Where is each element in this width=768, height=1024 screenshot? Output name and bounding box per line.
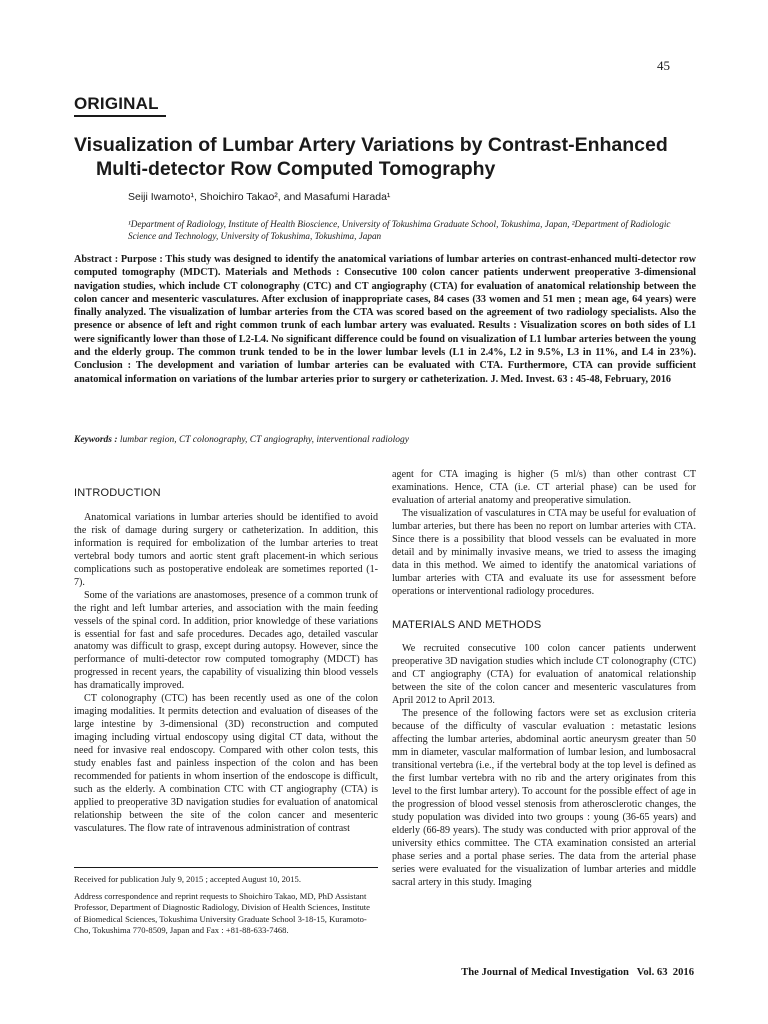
intro-paragraph: Some of the variations are anastomoses, presence of a common trunk of the right and left lumbar arteries, and association with the main feeding vessels of the spinal cord. In addition, prior knowledge of these variations is essential for fast and safe procedures. Decades ago, detailed vascular anatomy was difficult to grasp, except during autopsy. However, since the performance of multi-detector row computed tomography (MDCT) has progressed in recent years, the capability of visualizing thin blood vessels has dramatically improved. [74, 589, 378, 692]
abstract: Abstract : Purpose : This study was designed to identify the anatomical variations of lumbar arteries on contrast-enhanced multi-detector row computed tomography (MDCT). Materials and Methods : Consecutive 100 colon cancer patients underwent preoperative 3-dimensional navigation studies, which include CT colonography (CTC) and CT angiography (CTA) for evaluation of anatomical relationship between the colon cancer and mesenteric vasculatures. After exclusion of inappropriate cases, 84 cases (33 women and 51 men ; mean age, 64 years) were finally analyzed. The visualization of lumbar arteries from the CTA was scored based on the agreement of two radiology specialists. Also the presence or absence of left and right common trunk of each lumbar artery was evaluated. Results : Visualization scores on both sides of L1 were significantly lower than those of L2-L4. No significant difference could be found on visualization of L1 lumbar arteries between the young and the elderly group. The common trunk tended to be in the lower lumbar levels (L1 in 2.4%, L2 in 9.5%, L3 in 11%, and L4 in 23%). Conclusion : The development and variation of lumbar arteries can be evaluated with CTA. Furthermore, CTA can provide sufficient anatomical information on variations of the lumbar arteries prior to surgery or catheterization. J. Med. Invest. 63 : 45-48, February, 2016 [74, 254, 696, 385]
intro-paragraph: Anatomical variations in lumbar arteries should be identified to avoid the risk of damage during surgery or catheterization. In addition, this information is required for embolization of the lumbar arteries to treat vertebral body tumors and aortic stent graft placement-in which serious complications such as postoperative endoleak are sometimes reported (1-7). [74, 511, 378, 588]
correspondence-note: Address correspondence and reprint requests to Shoichiro Takao, MD, PhD Assistant Professor, Department of Diagnostic Radiology, Division of Health Sciences, Institute of Biomedical Sciences, Tokushima University Graduate School 3-18-15, Kuramoto-Cho, Tokushima 770-8509, Japan and Fax : +81-88-633-7468. [74, 891, 371, 935]
methods-heading: MATERIALS AND METHODS [392, 618, 542, 631]
right-column [392, 469, 696, 890]
author-affiliations: ¹Department of Radiology, Institute of Health Bioscience, University of Tokushima Graduate School, Tokushima, Japan, ²Department of Radiologic Science and Technology, University of Tokushima, Tokushima, Japan [128, 219, 671, 241]
author-list: Seiji Iwamoto¹, Shoichiro Takao², and Masafumi Harada¹ [128, 191, 391, 203]
received-note: Received for publication July 9, 2015 ; accepted August 10, 2015. [74, 874, 301, 884]
footnotes [74, 867, 378, 942]
page-number: 45 [657, 58, 670, 73]
keywords-label: Keywords : [74, 435, 118, 445]
methods-paragraph: The presence of the following factors were set as exclusion criteria because of the difficulty of vascular evaluation : metastatic lesions affecting the lumbar arteries, abdominal aortic aneurysm greater than 50 mm in diameter, vascular malformation of lumbar lesion, and lumbosacral transitional vertebra (i.e., if the vertebral body at the top level is defined as the first lumbar vertebra with no rib and the artery originates from this level to the first lumbar artery). To account for the possible effect of age in the progression of blood vessel stenosis from atherosclerotic changes, the study population was divided into two groups : young (36-65 years) and elderly (66-89 years). The study was conducted with prior approval of the university ethics committee. The CTA examination consisted an arterial phase series and a portal phase series. The data from the arterial phase series were evaluated for the visualization of lumbar arteries and middle sacral artery in this study. Imaging [392, 708, 696, 888]
left-column [74, 487, 378, 836]
intro-paragraph: The visualization of vasculatures in CTA may be useful for evaluation of lumbar arteries, but there has been no report on lumbar arteries with CTA. Since there is a possibility that blood vessels can be evaluated in more detail and by minimally invasive means, we tried to assess the imaging data in this method. We aimed to identify the anatomical variations of lumbar arteries with CTA and evaluate its use for assessment before operations or interventional radiology procedures. [392, 507, 696, 597]
journal-footer: The Journal of Medical Investigation Vol. 63 2016 [461, 967, 694, 978]
intro-paragraph: CT colonography (CTC) has been recently used as one of the colon imaging modalities. It permits detection and evaluation of diseases of the large intestine by 3-dimensional (3D) reconstruction and computed imaging including virtual endoscopy using digital CT data, without the need for invasive real endoscopy. Compared with other colon tests, this study enables fast and painless inspection of the colon and has been recommended for patients in whom insertion of the endoscope is difficult, such as the elderly. A combination CTC with CT angiography (CTA) is applied to preoperative 3D navigation studies for evaluation of anatomical relationship between the site of the colon cancer and mesenteric vasculatures. The flow rate of intravenous administration of contrast [74, 693, 378, 834]
article-title: Visualization of Lumbar Artery Variations by Contrast-Enhanced Multi-detector Row Computed Tomography [74, 134, 668, 180]
section-label: ORIGINAL [74, 94, 234, 117]
intro-continuation: agent for CTA imaging is higher (5 ml/s) than other contrast CT examinations. Hence, CTA (i.e. CT arterial phase) can be used for evaluation of arterial anatomy and preoperative simulation. [392, 469, 696, 506]
methods-paragraph: We recruited consecutive 100 colon cancer patients underwent preoperative 3D navigation studies which include CT colonography (CTC) and CT angiography (CTA) for evaluation of anatomical relationship between the site of the colon cancer and mesenteric vasculatures from April 2012 to April 2013. [392, 643, 696, 707]
keywords-list: lumbar region, CT colonography, CT angiography, interventional radiology [119, 435, 409, 445]
keywords [74, 434, 696, 447]
introduction-heading: INTRODUCTION [74, 487, 161, 499]
